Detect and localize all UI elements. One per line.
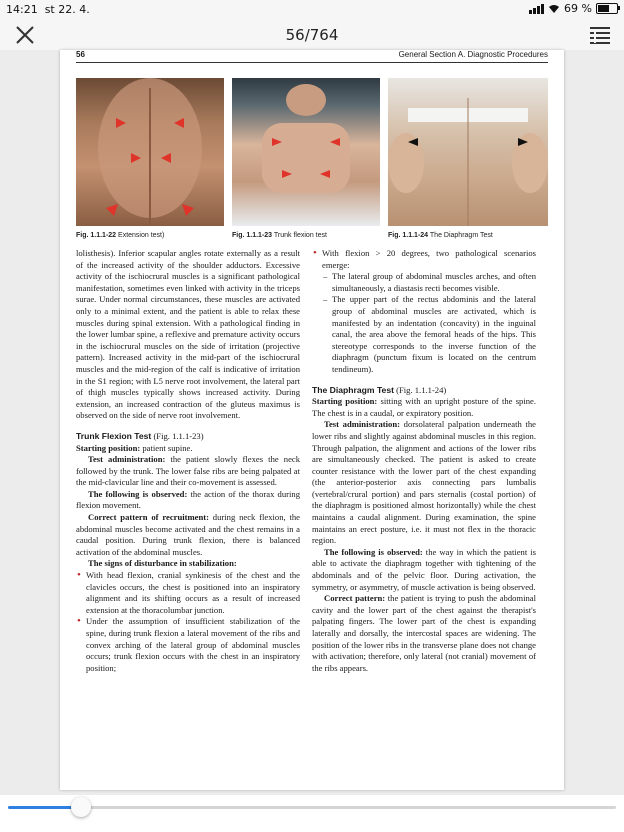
scenario-list — [312, 248, 536, 376]
diaphragm-test-heading: The Diaphragm Test (Fig. 1.1.1-24) — [312, 384, 447, 395]
trunk-flexion-test-photo — [232, 78, 380, 226]
figure-caption-23: Fig. 1.1.1-23 Trunk flexion test — [232, 232, 327, 239]
battery-icon — [596, 3, 618, 14]
wifi-icon — [548, 4, 560, 14]
page-counter: 56/764 — [285, 26, 339, 44]
list-item: • With head flexion, cranial synkinesis of the chest and the clavicles occurs, the chest is positioned into an inspiratory alignment and its shifting occurs as a result of increased extension at the thoracolumbar junction. — [86, 570, 300, 616]
list-item: – The lateral group of abdominal muscles arches, and often simultaneously, a diastasis recti becomes visible. — [332, 271, 536, 294]
status-indicators — [529, 2, 618, 15]
book-page — [60, 50, 564, 790]
diaphragm-test-arrows — [388, 78, 548, 226]
trunk-flexion-heading: Trunk Flexion Test (Fig. 1.1.1-23) — [76, 430, 204, 441]
disturbance-signs: The signs of disturbance in stabilization: — [88, 558, 237, 569]
reading-progress-slider[interactable] — [8, 806, 616, 809]
reader-toolbar — [0, 20, 624, 50]
document-viewer[interactable] — [0, 50, 624, 795]
signal-icon — [529, 4, 544, 14]
body-paragraph: lolisthesis). Inferior scapular angles rotate externally as a result of the increased activity of the shoulder adductors. Excessive activity of the ischiocrural muscles is a significant pathological manifestation, sometimes even linked with activity in the triceps surae. Under normal circumstances, these muscles are activated only to a minimal extent, and the patient is able to relax these muscles during spinal extension. With a pathological finding in the lower lumbar spine, a reflexive and premature activity occurs in the ischiocrural muscles on the side of irritation (projective pattern). Increased activity in the mid-part of the ischiocrural muscles and the mid-region of the calf is indicative of irritation in the S1 region; with L5 nerve root involvement, the lateral part of thigh muscles typically shows increased activity. During extension, an increased contraction of the gluteus maximus is observed on the side of nerve root involvement. — [76, 248, 300, 421]
extension-test-photo — [76, 78, 224, 226]
trunk-flexion-arrows — [232, 78, 380, 226]
test-administration: Test administration: dorsolateral palpation underneath the lower ribs and slightly against abdominal muscles in this region. Through palpation, the alignment and actions of the lower ribs are simultaneously checked. The patient is asked to create counter resistance with the lower part of the chest expanding (the anterior-posterior axis connecting pars lumbalis (vertebral/crural portion) and pars sternalis (costal portion) of the diaphragm is positioned almost horizontally) while the chest maintains a caudal alignment. During examination, the spine maintains an erect posture, i.e. it must not flex in the thoracic region. — [312, 419, 536, 546]
list-item: • Under the assumption of insufficient stabilization of the spine, during trunk flexion a lateral movement of the ribs and convex arching of the lateral group of abdominal muscles occurs; trunk flexion occurs with the chest in an inspiratory position; — [86, 616, 300, 674]
signs-list — [76, 570, 300, 674]
correct-pattern: Correct pattern: the patient is trying to push the abdominal cavity and the lower part of the chest against the therapist's palpating fingers. The lower part of the chest is expanding laterally and dorsally, the intercostal spaces are widening. The position of the lower ribs in the transverse plane does not change with activation; therefore, only lateral (not cranial) movement of the ribs appears. — [312, 593, 537, 673]
correct-pattern: Correct pattern of recruitment: during neck flexion, the abdominal muscles become activated and the chest remains in a caudal position. During trunk flexion, there is balanced activation of the abdominal muscles. — [76, 512, 300, 557]
right-text-column — [312, 248, 536, 674]
starting-position: Starting position: patient supine. — [76, 442, 193, 453]
left-text-column — [76, 248, 300, 674]
progress-thumb[interactable] — [71, 797, 91, 817]
page-header — [76, 50, 548, 63]
close-icon[interactable] — [14, 24, 36, 46]
list-item: • With flexion > 20 degrees, two pathological scenarios emerge: – The lateral group of abdominal muscles arches, and often simultaneously, a diastasis recti becomes visible. – The upper part of the rectus abdominis and the lateral group of abdominal muscles are activated, which is manifested by an indentation (concavity) in the inguinal canal, the area above the femoral heads of the hips. This stereotype corresponds to the inverse function of the diaphragm (punctum fixum is located on the centrum tendineum). — [322, 248, 536, 376]
figure-caption-24: Fig. 1.1.1-24 The Diaphragm Test — [388, 232, 493, 239]
figure-caption-22: Fig. 1.1.1-22 Extension test) — [76, 232, 165, 239]
list-item: – The upper part of the rectus abdominis and the lateral group of abdominal muscles are activated, which is manifested by an indentation (concavity) in the inguinal canal, the area above the femoral heads of the hips. This stereotype corresponds to the inverse function of the diaphragm (punctum fixum is located on the centrum tendineum). — [332, 294, 536, 375]
test-administration: Test administration: the patient slowly flexes the neck followed by the trunk. The lower false ribs are being palpated at the mid-clavicular line and their co-movement is assessed. — [76, 454, 300, 488]
page-number: 56 — [76, 50, 85, 59]
running-header: General Section A. Diagnostic Procedures — [398, 50, 548, 59]
status-date: st 22. 4. — [44, 3, 90, 16]
starting-position: Starting position: sitting with an upright posture of the spine. The chest is in a caudal, or expiratory position. — [312, 396, 536, 418]
status-bar — [0, 0, 624, 20]
observation: The following is observed: the way in which the patient is able to activate the diaphragm together with tightening of the abdominals and of the pelvic floor. During activation, the symmetry, or asymmetry, of muscle activation is being observed. — [312, 546, 536, 592]
diaphragm-test-photo — [388, 78, 548, 226]
battery-percent: 69 % — [564, 2, 592, 15]
observation: The following is observed: the action of the thorax during flexion movement. — [76, 488, 300, 511]
extension-test-arrows — [76, 78, 224, 226]
status-time: 14:21 st 22. 4. — [6, 3, 90, 16]
table-of-contents-icon[interactable] — [590, 26, 610, 44]
